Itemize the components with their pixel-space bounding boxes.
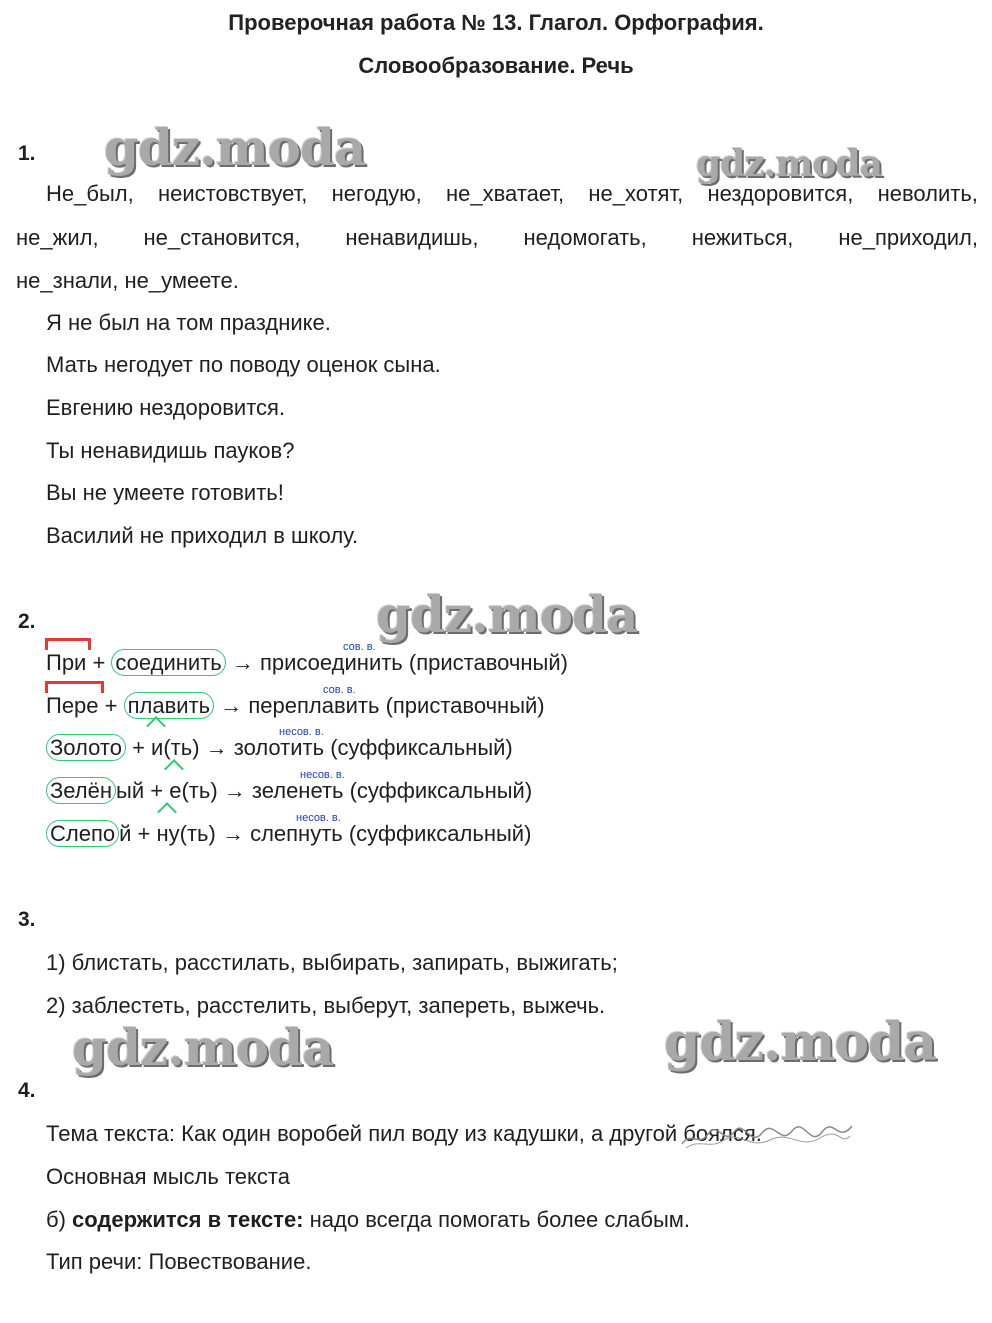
watermark: gdz.moda	[664, 1012, 937, 1073]
word-formation-row: Слепо й + ну(ть) → слепнуть (суффиксальный)	[46, 821, 531, 847]
word: не_жил,	[16, 225, 99, 250]
word: недомогать,	[523, 225, 647, 250]
suffix: и	[151, 735, 163, 761]
sentence: Я не был на том празднике.	[46, 310, 331, 335]
word: не_хватает,	[446, 181, 565, 206]
scribble-mark	[680, 1118, 855, 1152]
watermark: gdz.moda	[696, 143, 882, 185]
main-idea-label: Основная мысль текста	[46, 1164, 290, 1189]
word: неистовствует,	[157, 181, 308, 206]
suffix-mark	[146, 716, 166, 736]
sentence: Евгению нездоровится.	[46, 395, 286, 420]
prefix-mark	[45, 681, 104, 693]
stem: Зелён	[46, 777, 116, 804]
word: не_становится,	[143, 225, 301, 250]
word-row	[46, 181, 978, 207]
aspect-label: несов. в.	[279, 726, 324, 738]
word: нездоровится,	[707, 181, 854, 206]
text-topic: Тема текста: Как один воробей пил воду из кадушки, а другой боялся.	[46, 1121, 762, 1146]
word: не_хотят,	[588, 181, 684, 206]
sentence: Мать негодует по поводу оценок сына.	[46, 352, 441, 377]
prefix: При	[46, 650, 86, 676]
answer-line: 2) заблестеть, расстелить, выберут, запереть, выжечь.	[46, 993, 606, 1018]
speech-type: Тип речи: Повествование.	[46, 1249, 312, 1274]
word-formation-row: Пере + плавить → переплавить (приставочный)	[46, 693, 545, 719]
sentence: Ты ненавидишь пауков?	[46, 438, 295, 463]
task-number: 4.	[18, 1079, 36, 1102]
base-word: плавить	[124, 692, 215, 719]
watermark: gdz.moda	[72, 1018, 334, 1077]
suffix-mark	[164, 759, 184, 779]
word-row	[16, 225, 978, 251]
word-formation-row: При + соединить → присоединить (приставочный)	[46, 650, 568, 676]
page-subtitle: Словообразование. Речь	[358, 53, 634, 78]
page-title: Проверочная работа № 13. Глагол. Орфография.	[228, 10, 764, 35]
word: Не_был,	[46, 181, 134, 206]
prefix-mark	[45, 638, 91, 650]
stem: Золото	[46, 734, 126, 761]
watermark: gdz.moda	[104, 118, 366, 177]
word-formation-row: Зелён ый + е(ть) → зеленеть (суффиксальный)	[46, 778, 532, 804]
sentence: Василий не приходил в школу.	[46, 523, 359, 548]
task-number: 3.	[18, 908, 36, 931]
word-row: не_знали, не_умеете.	[16, 268, 239, 293]
watermark: gdz.moda	[376, 585, 638, 644]
word: ненавидишь,	[345, 225, 479, 250]
aspect-label: несов. в.	[296, 812, 341, 824]
aspect-label: сов. в.	[343, 641, 376, 653]
answer-line: 1) блистать, расстилать, выбирать, запирать, выжигать;	[46, 950, 618, 975]
word: неволить,	[877, 181, 978, 206]
suffix: ну	[156, 821, 179, 847]
stem: Слепо	[46, 820, 119, 847]
aspect-label: сов. в.	[323, 684, 356, 696]
suffix: е	[169, 778, 181, 804]
word: нежиться,	[691, 225, 794, 250]
main-idea: б) содержится в тексте: надо всегда помогать более слабым.	[46, 1207, 691, 1232]
base-word: соединить	[111, 649, 225, 676]
word: не_приходил,	[838, 225, 978, 250]
task-number: 2.	[18, 610, 36, 633]
aspect-label: несов. в.	[300, 769, 345, 781]
word: негодую,	[331, 181, 422, 206]
sentence: Вы не умеете готовить!	[46, 480, 284, 505]
task-number: 1.	[18, 142, 36, 165]
word-formation-row: Золото + и(ть) → золотить (суффиксальный)	[46, 735, 513, 761]
prefix: Пере	[46, 693, 99, 719]
suffix-mark	[157, 802, 177, 822]
